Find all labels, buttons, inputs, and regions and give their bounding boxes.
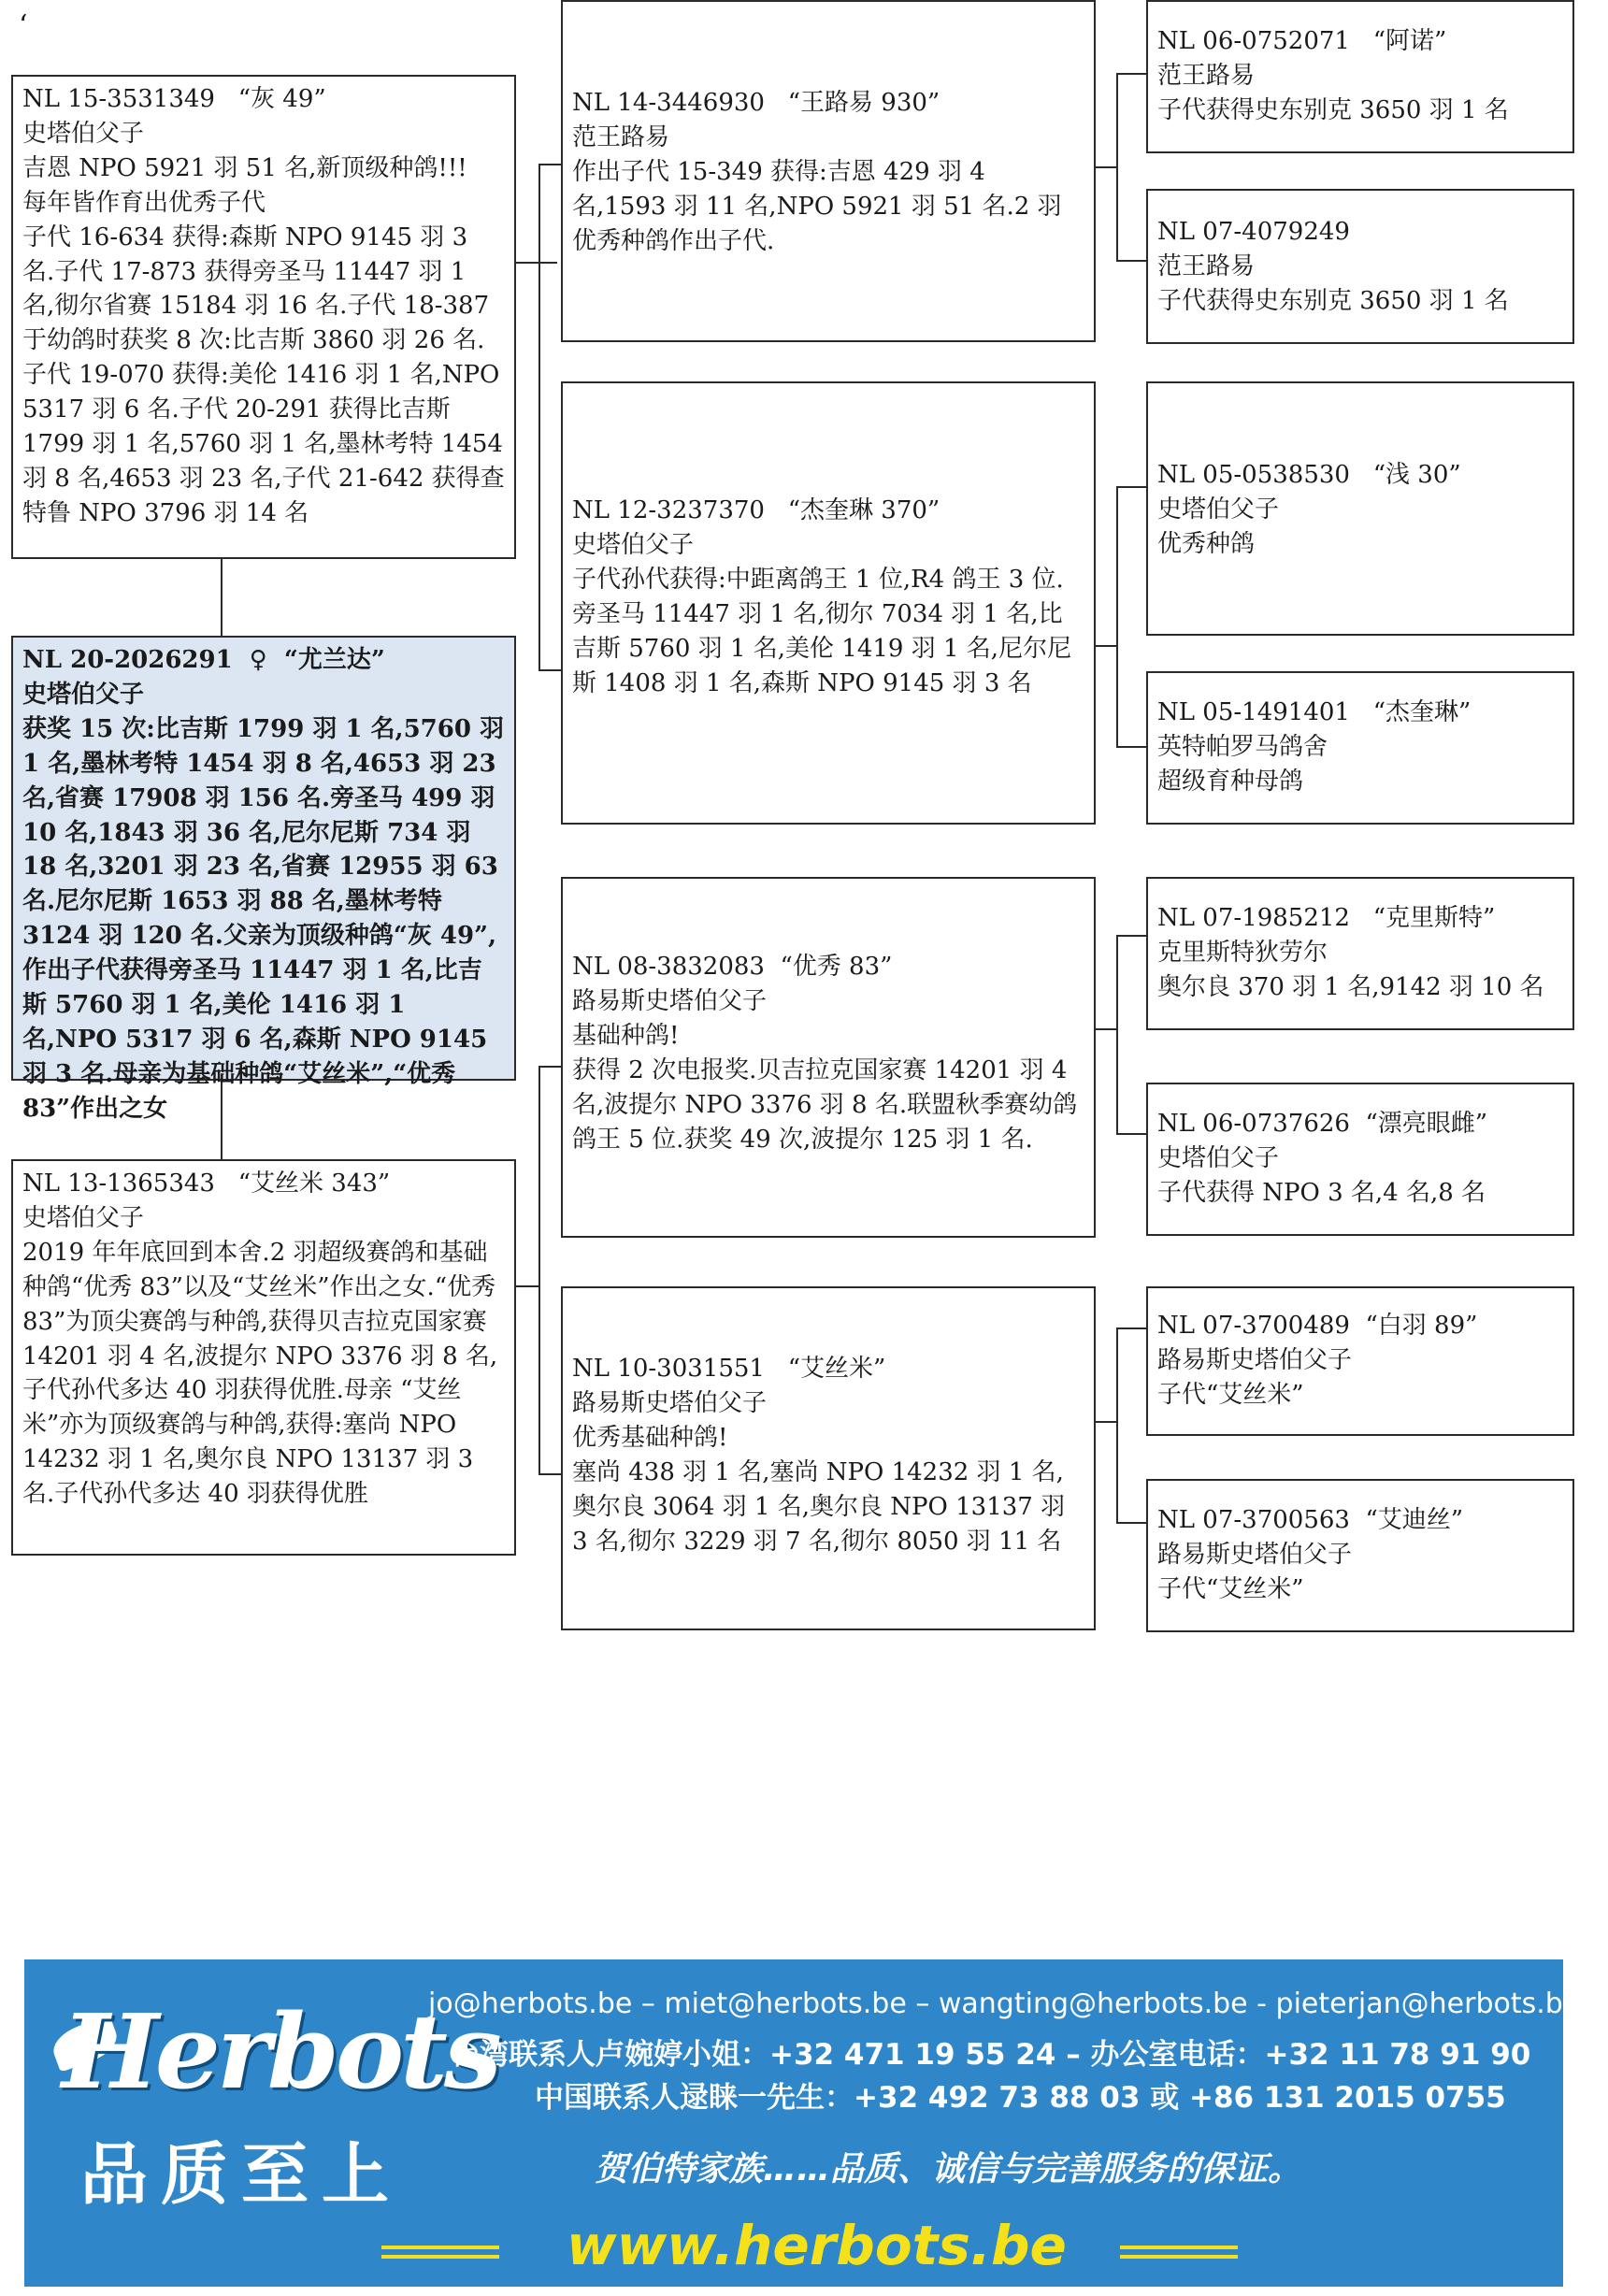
website-link[interactable]: www.herbots.be	[567, 2214, 1067, 2277]
detail-line: 子代获得史东别克 3650 羽 1 名	[1157, 286, 1509, 315]
ring-number: NL 20-2026291 ♀ “尤兰达”	[22, 646, 385, 674]
grandparent-card	[561, 877, 1096, 1238]
connector-line	[1116, 73, 1118, 262]
connector-line	[221, 559, 223, 636]
connector-line	[538, 1066, 540, 1475]
connector-line	[1116, 486, 1118, 748]
dam-card	[11, 1159, 516, 1556]
connector-line	[1116, 1133, 1148, 1135]
breeder: 路易斯史塔伯父子	[572, 986, 768, 1015]
taiwan-contact: 台湾联系人卢婉婷小姐：+32 471 19 55 24 – 办公室电话：+32 11 78 91 90	[451, 2038, 1531, 2072]
great-grandparent-card	[1146, 189, 1574, 344]
detail-line: 子代“艾丝米”	[1157, 1574, 1304, 1603]
breeder: 史塔伯父子	[22, 1203, 145, 1232]
great-grandparent-card	[1146, 671, 1574, 825]
sire-card	[11, 75, 516, 559]
detail-line: 优秀种鸽	[1157, 529, 1256, 558]
detail-line: 子代“艾丝米”	[1157, 1380, 1304, 1409]
ring-number: NL 05-0538530 “浅 30”	[1157, 461, 1461, 489]
decorative-line	[381, 2255, 499, 2259]
breeder: 路易斯史塔伯父子	[1157, 1345, 1353, 1374]
brand-slogan: 品质至上	[80, 2135, 403, 2214]
connector-line	[1096, 1028, 1116, 1030]
breeder: 克里斯特狄劳尔	[1157, 938, 1328, 967]
grandparent-card	[561, 0, 1096, 342]
breeder: 范王路易	[1157, 251, 1256, 280]
ring-number: NL 05-1491401 “杰奎琳”	[1157, 698, 1472, 726]
ring-number: NL 08-3832083 “优秀 83”	[572, 953, 893, 981]
ring-number: NL 07-3700563 “艾迪丝”	[1157, 1506, 1464, 1534]
connector-line	[1116, 260, 1148, 262]
ring-number: NL 06-0737626 “漂亮眼雌”	[1157, 1110, 1488, 1138]
connector-line	[538, 164, 540, 671]
detail-line: 获得 2 次电报奖.贝吉拉克国家赛 14201 羽 4 名,波提尔 NPO 3376 羽 8 名.联盟秋季赛幼鸽鸽王 5 位.获奖 49 次,波提尔 125 羽 1 名.	[572, 1055, 1078, 1154]
connector-line	[1096, 1421, 1116, 1423]
connector-line	[1116, 935, 1118, 1135]
breeder: 史塔伯父子	[572, 530, 695, 559]
detail-line: 塞尚 438 羽 1 名,塞尚 NPO 14232 羽 1 名,奥尔良 3064 羽 1 名,奥尔良 NPO 13137 羽 3 名,彻尔 3229 羽 7 名,彻尔 8050 羽 11 名	[572, 1457, 1073, 1556]
ring-number: NL 07-1985212 “克里斯特”	[1157, 904, 1496, 932]
breeder: 范王路易	[572, 122, 670, 151]
connector-line	[1116, 935, 1148, 937]
detail-line: 作出子代 15-349 获得:吉恩 429 羽 4 名,1593 羽 11 名,NPO 5921 羽 51 名.2 羽优秀种鸽作出子代.	[572, 157, 1062, 255]
ring-number: NL 13-1365343 “艾丝米 343”	[22, 1170, 391, 1198]
connector-line	[538, 669, 563, 671]
detail-line: 超级育种母鸽	[1157, 767, 1304, 796]
detail-line: 子代 16-634 获得:森斯 NPO 9145 羽 3 名.子代 17-873 获得旁圣马 11447 羽 1 名,彻尔省赛 15184 羽 16 名.子代 18-387 于幼鸽时获奖 8 次:比吉斯 3860 羽 26 名.子代 19-070 获得:美伦 1416 羽 1 名,NPO 5317 羽 6 名.子代 20-291 获得比吉斯 1799 羽 1 名,5760 羽 1 名,墨林考特 1454 羽 8 名,4653 羽 23 名,子代 21-642 获得查特鲁 NPO 3796 羽 14 名	[22, 222, 511, 527]
connector-line	[516, 1285, 538, 1287]
great-grandparent-card	[1146, 1479, 1574, 1632]
ring-number: NL 14-3446930 “王路易 930”	[572, 89, 940, 117]
connector-line	[1116, 746, 1148, 748]
connector-line	[516, 262, 557, 264]
contact-emails[interactable]: jo@herbots.be – miet@herbots.be – wangting@herbots.be - pieterjan@herbots.be	[428, 1987, 1581, 2020]
ring-number: NL 10-3031551 “艾丝米”	[572, 1355, 886, 1383]
ring-number: NL 07-4079249	[1157, 218, 1350, 246]
detail-line: 子代获得 NPO 3 名,4 名,8 名	[1157, 1178, 1486, 1207]
detail-line: 每年皆作育出优秀子代	[22, 188, 266, 217]
detail-line: 优秀基础种鸽!	[572, 1423, 728, 1452]
breeder: 史塔伯父子	[1157, 1143, 1280, 1172]
decorative-line	[381, 2246, 499, 2249]
decorative-line	[1120, 2246, 1238, 2249]
brand-logo: Herbots	[62, 1991, 498, 2112]
connector-line	[538, 164, 563, 165]
grandparent-card	[561, 381, 1096, 825]
breeder: 路易斯史塔伯父子	[1157, 1540, 1353, 1569]
motto: 贺伯特家族……品质、诚信与完善服务的保证。	[595, 2150, 1302, 2188]
footer-banner	[24, 1959, 1581, 2287]
connector-line	[1096, 166, 1116, 168]
great-grandparent-card	[1146, 877, 1574, 1030]
subject-card	[11, 636, 516, 1123]
grandparent-card	[561, 1286, 1096, 1630]
breeder: 史塔伯父子	[22, 119, 145, 148]
detail-line: 获奖 15 次:比吉斯 1799 羽 1 名,5760 羽 1 名,墨林考特 1454 羽 8 名,4653 羽 23 名,省赛 17908 羽 156 名.旁圣马 499 羽 10 名,1843 羽 36 名,尼尔尼斯 734 羽 18 名,3201 羽 23 名,省赛 12955 羽 63 名.尼尔尼斯 1653 羽 88 名,墨林考特 3124 羽 120 名.父亲为顶级种鸽“灰 49”,作出子代获得旁圣马 11447 羽 1 名,比吉斯 5760 羽 1 名,美伦 1416 羽 1 名,NPO 5317 羽 6 名,森斯 NPO 9145 羽 3 名.母亲为基础种鸽“艾丝米”,“优秀 83”作出之女	[22, 714, 513, 1123]
great-grandparent-card	[1146, 0, 1574, 153]
breeder: 史塔伯父子	[22, 680, 145, 709]
connector-line	[538, 1473, 563, 1475]
connector-line	[1116, 73, 1148, 75]
detail-line: 子代孙代获得:中距离鸽王 1 位,R4 鸽王 3 位.旁圣马 11447 羽 1 名,彻尔 7034 羽 1 名,比吉斯 5760 羽 1 名,美伦 1419 羽 1 名,尼尔尼斯 1408 羽 1 名,森斯 NPO 9145 羽 3 名	[572, 565, 1072, 697]
breeder: 史塔伯父子	[1157, 495, 1280, 524]
breeder: 路易斯史塔伯父子	[572, 1388, 768, 1417]
breeder: 范王路易	[1157, 61, 1256, 90]
connector-line	[538, 1066, 563, 1068]
china-contact: 中国联系人逯睐一先生：+32 492 73 88 03 或 +86 131 2015 0755	[535, 2081, 1506, 2115]
connector-line	[1116, 1327, 1148, 1329]
detail-line: 子代获得史东别克 3650 羽 1 名	[1157, 95, 1509, 124]
ring-number: NL 12-3237370 “杰奎琳 370”	[572, 496, 940, 524]
ring-number: NL 07-3700489 “白羽 89”	[1157, 1312, 1478, 1340]
great-grandparent-card	[1146, 1286, 1574, 1436]
corner-mark: ‘	[19, 9, 28, 42]
connector-line	[1096, 645, 1116, 647]
detail-line: 基础种鸽!	[572, 1021, 680, 1050]
ring-number: NL 15-3531349 “灰 49”	[22, 85, 326, 113]
great-grandparent-card	[1146, 1083, 1574, 1236]
connector-line	[1116, 1327, 1118, 1524]
decorative-line	[1120, 2255, 1238, 2259]
connector-line	[1116, 1522, 1148, 1524]
ring-number: NL 06-0752071 “阿诺”	[1157, 27, 1447, 55]
breeder: 英特帕罗马鸽舍	[1157, 732, 1328, 761]
detail-line: 奥尔良 370 羽 1 名,9142 羽 10 名	[1157, 972, 1544, 1001]
connector-line	[1116, 486, 1148, 488]
detail-line: 2019 年年底回到本舍.2 羽超级赛鸽和基础种鸽“优秀 83”以及“艾丝米”作出之女.“优秀 83”为顶尖赛鸽与种鸽,获得贝吉拉克国家赛 14201 羽 4 名,波提尔 NPO 3376 羽 8 名,子代孙代多达 40 羽获得优胜.母亲 “艾丝米”亦为顶级赛鸽与种鸽,获得:塞尚 NPO 14232 羽 1 名,奥尔良 NPO 13137 羽 3 名.子代孙代多达 40 羽获得优胜	[22, 1238, 504, 1509]
detail-line: 吉恩 NPO 5921 羽 51 名,新顶级种鸽!!!	[22, 153, 467, 182]
great-grandparent-card	[1146, 381, 1574, 636]
